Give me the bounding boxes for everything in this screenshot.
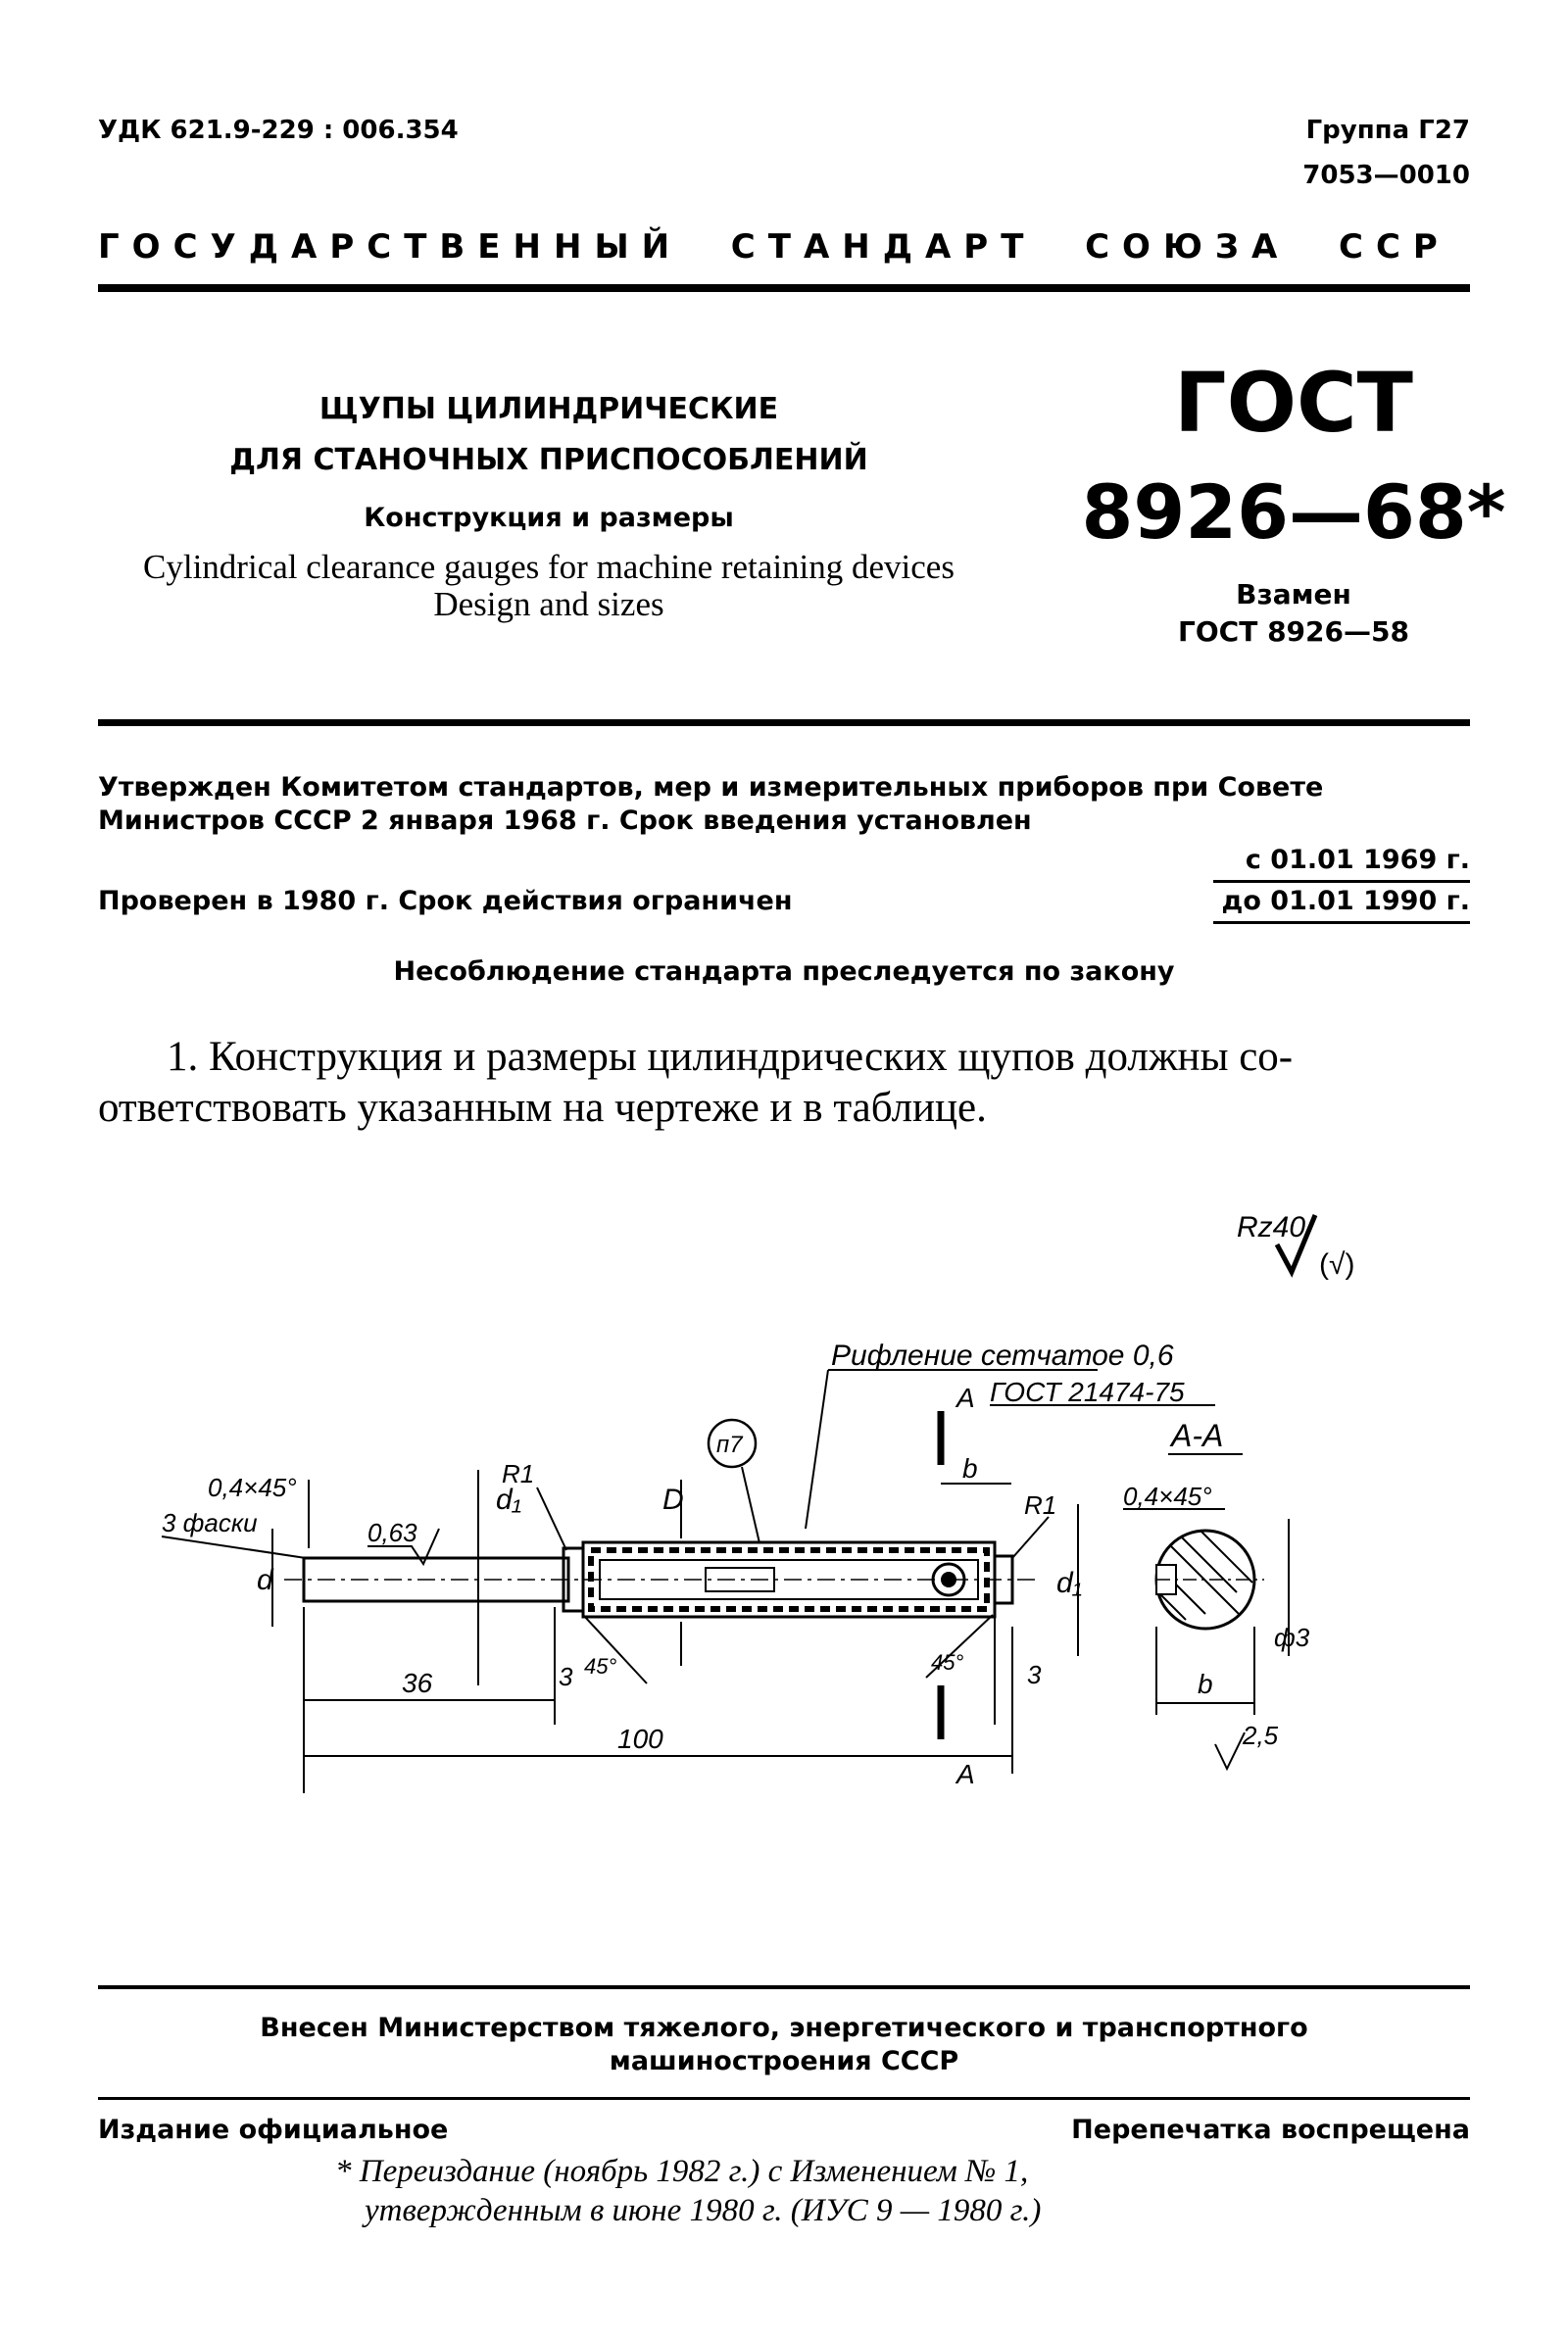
approval-line2: Министров СССР 2 января 1968 г. Срок введения установлен	[98, 805, 1032, 836]
title-en-line1: Cylindrical clearance gauges for machine retaining devices	[143, 548, 955, 586]
chamfer-left-label: 0,4×45°	[208, 1473, 297, 1502]
radius-left-leader	[537, 1487, 566, 1550]
chamfer-leader	[162, 1536, 306, 1558]
paragraph-1-line2: ответствовать указанным на чертеже и в таблице.	[98, 1085, 987, 1131]
radius-left-label: R1	[502, 1459, 535, 1488]
dim-3-right: 3	[1027, 1660, 1042, 1689]
okp-code: 7053—0010	[1302, 161, 1470, 190]
group-code: Группа Г27	[1305, 116, 1470, 145]
radius-right-leader	[1012, 1517, 1049, 1558]
dim-d-label: d	[257, 1564, 273, 1596]
dim-3-left: 3	[559, 1662, 573, 1691]
knurl-standard: ГОСТ 21474-75	[990, 1377, 1185, 1407]
knurl-leader	[806, 1370, 828, 1529]
state-standard-banner: ГОСУДАРСТВЕННЫЙ СТАНДАРТ СОЮЗА ССР	[98, 227, 1450, 267]
roughness-paren-icon: (√)	[1319, 1248, 1355, 1281]
roughness-2-5-label: 2,5	[1243, 1721, 1279, 1750]
section-letter-bottom: A	[956, 1759, 975, 1789]
law-notice: Несоблюдение стандарта преследуется по закону	[393, 956, 1175, 987]
footer-rule-bottom	[98, 2097, 1470, 2100]
dim-d1-right-label: d₁	[1056, 1567, 1083, 1599]
dim-b-top-label: b	[962, 1453, 978, 1484]
paragraph-1-line1: 1. Конструкция и размеры цилиндрических щупов должны со-	[167, 1034, 1294, 1080]
introduced-line1: Внесен Министерством тяжелого, энергетического и транспортного	[260, 2013, 1308, 2043]
angle-45-left: 45°	[584, 1654, 617, 1679]
dim-36-label: 36	[402, 1668, 433, 1698]
udk-code: УДК 621.9-229 : 006.354	[98, 116, 459, 145]
technical-drawing	[0, 1146, 1568, 1813]
chamfer-count-label: 3 фаски	[162, 1508, 258, 1537]
effective-to-date: до 01.01 1990 г.	[1221, 886, 1470, 916]
date-underline-1	[1213, 880, 1470, 883]
reprint-label: Перепечатка воспрещена	[1071, 2115, 1470, 2145]
checked-line: Проверен в 1980 г. Срок действия ограничен	[98, 886, 793, 916]
section-title: A-A	[1171, 1418, 1224, 1453]
gost-number: 8926—68*	[1081, 468, 1506, 556]
footer-rule-top	[98, 1985, 1470, 1989]
title-en-line2: Design and sizes	[433, 585, 664, 623]
date-underline-2	[1213, 921, 1470, 924]
roughness-2-5-icon	[1215, 1732, 1245, 1769]
title-ru-subtitle: Конструкция и размеры	[364, 503, 734, 533]
dim-phi3-label: ф3	[1274, 1623, 1310, 1652]
replaces-value: ГОСТ 8926—58	[1178, 615, 1409, 648]
replaces-label: Взамен	[1236, 578, 1351, 610]
section-letter-top: A	[956, 1383, 975, 1413]
roughness-label: Rz40	[1237, 1211, 1306, 1243]
effective-from-date: с 01.01 1969 г.	[1245, 845, 1470, 875]
angle-45-right: 45°	[931, 1650, 964, 1675]
title-ru-line2: ДЛЯ СТАНОЧНЫХ ПРИСПОСОБЛЕНИЙ	[229, 443, 868, 477]
reissue-line1: * Переиздание (ноябрь 1982 г.) с Изменением № 1,	[335, 2154, 1029, 2189]
introduced-line2: машиностроения СССР	[609, 2046, 959, 2076]
dim-100-label: 100	[617, 1724, 663, 1754]
title-rule	[98, 719, 1470, 726]
surface-finish-label: 0,63	[368, 1518, 417, 1547]
chamfer-right-label: 0,4×45°	[1123, 1482, 1212, 1511]
title-ru-line1: ЩУПЫ ЦИЛИНДРИЧЕСКИЕ	[318, 392, 779, 426]
header-rule	[98, 284, 1470, 292]
knurl-note: Рифление сетчатое 0,6	[831, 1340, 1174, 1372]
section-b-label: b	[1198, 1669, 1213, 1699]
gost-word: ГОСТ	[1174, 355, 1413, 451]
reissue-line2: утвержденным в июне 1980 г. (ИУС 9 — 1980 г.)	[365, 2193, 1042, 2228]
dim-d1-label: d₁	[496, 1484, 522, 1516]
fit-label: п7	[716, 1432, 743, 1458]
edition-label: Издание официальное	[98, 2115, 449, 2145]
approval-line1: Утвержден Комитетом стандартов, мер и измерительных приборов при Совете	[98, 772, 1324, 803]
dim-D-label: D	[662, 1484, 684, 1516]
radius-right-label: R1	[1024, 1490, 1057, 1520]
